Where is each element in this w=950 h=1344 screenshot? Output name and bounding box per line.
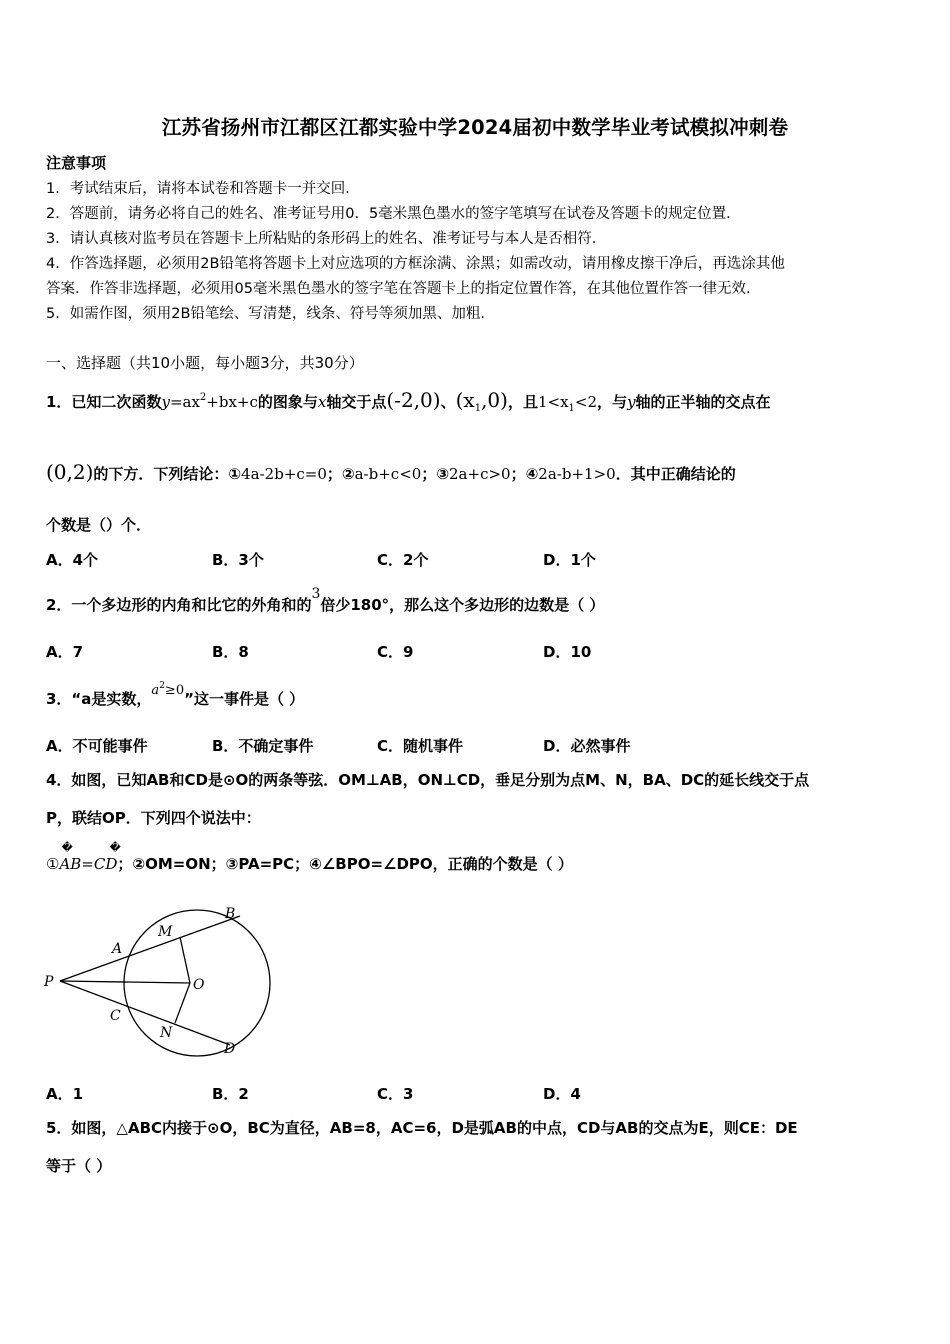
q4-circle-figure (40, 900, 280, 1060)
q3-option-a: A．不可能事件 (46, 737, 148, 755)
q1-line3: 个数是（）个． (46, 516, 152, 534)
q1-option-a: A．4个 (46, 551, 99, 569)
notice-item: 5．如需作图，须用2B铅笔绘、写清楚，线条、符号等须加黑、加粗． (46, 306, 495, 322)
label-o: O (193, 977, 205, 993)
line-po (60, 981, 190, 983)
q1-point2: (x (455, 388, 475, 412)
q1-text: ；④ (510, 465, 539, 483)
q4-arc-text: AB=CD (59, 855, 118, 873)
notice-item: 4．作答选择题，必须用2B铅笔将答题卡上对应选项的方框涂满、涂黑；如需改动，请用橡皮擦干净后，再选涂其他 (46, 256, 785, 272)
q1-ineq-sub: 1 (568, 403, 575, 414)
q1-text: 的下方．下列结论：① (93, 465, 242, 483)
q1-text: 轴交于点 (326, 393, 387, 411)
q4-arc-accent: � (61, 841, 73, 854)
q4-option-c: C．3 (377, 1085, 414, 1103)
q1-text: 、 (440, 393, 456, 411)
q1-text: ，与 (597, 393, 628, 411)
q1-text: ．其中正确结论的 (615, 465, 736, 483)
q4-line1: 4．如图，已知AB和CD是⊙O的两条等弦．OM⊥AB，ON⊥CD，垂足分别为点M、N，BA、DC的延长线交于点 (46, 771, 810, 789)
q4-option-b: B．2 (212, 1085, 249, 1103)
q3-option-b: B．不确定事件 (212, 737, 314, 755)
q1-option-d: D．1个 (543, 551, 596, 569)
q3-line (46, 681, 305, 709)
q2-option-a: A．7 (46, 643, 84, 661)
page-title: 江苏省扬州市江都区江都实验中学2024届初中数学毕业考试模拟冲刺卷 (161, 116, 789, 139)
q4-arc-equation (59, 841, 121, 873)
q1-func-rest: +bx+c (206, 393, 258, 411)
q3-rest: ”这一事件是（ ） (184, 690, 305, 708)
label-c: C (110, 1008, 121, 1024)
q2-line (46, 586, 605, 615)
q3-expr-end: ≥0 (164, 683, 185, 698)
line-pd (60, 981, 230, 1045)
q4-line2: P，联结OP．下列四个说法中： (46, 809, 261, 827)
q1-line1 (46, 388, 771, 412)
q1-x-axis: x (317, 393, 327, 411)
q4-line3 (46, 841, 573, 874)
q1-y-axis: y (627, 393, 636, 411)
q3-expr-sup: 2 (159, 681, 165, 691)
q4-statement-mark: ① (46, 855, 60, 873)
notice-item: 2．答题前，请务必将自己的姓名、准考证号用0．5毫米黑色墨水的签字笔填写在试卷及答题卡的规定位置． (46, 206, 741, 222)
q1-prefix: 1．已知二次函数 (46, 393, 162, 411)
q1-text: 的图象与 (257, 393, 318, 411)
q5-line1: 5．如图，△ABC内接于⊙O，BC为直径，AB=8，AC=6，D是弧AB的中点，CD与AB的交点为E，则CE：DE (46, 1119, 798, 1137)
q2-number: 3 (311, 586, 321, 602)
section-heading: 一、选择题（共10小题，每小题3分，共30分） (46, 354, 364, 372)
q4-statements: ；②OM=ON；③PA=PC；④∠BPO=∠DPO，正确的个数是（ ） (117, 855, 573, 873)
q1-point2-end: ,0) (481, 388, 508, 412)
q1-text: ；② (326, 465, 355, 483)
q1-func-sup: 2 (199, 392, 207, 403)
q1-conclusion-1: 4a-2b+c=0 (241, 465, 327, 483)
line-pb (60, 916, 240, 981)
segment-om (180, 937, 190, 983)
segment-on (175, 983, 190, 1023)
q3-option-c: C．随机事件 (377, 737, 464, 755)
q4-option-a: A．1 (46, 1085, 84, 1103)
q1-option-c: C．2个 (377, 551, 429, 569)
q1-point2-sub: 1 (474, 403, 482, 414)
notice-item: 答案．作答非选择题，必须用05毫米黑色墨水的签字笔在答题卡上的指定位置作答，在其他位置作答一律无效． (46, 281, 761, 297)
q3-expr: a (151, 683, 160, 698)
label-d: D (224, 1041, 236, 1057)
q1-conclusion-4: 2a-b+1>0 (538, 465, 616, 483)
q2-rest: 倍少180°，那么这个多边形的边数是（ ） (320, 596, 605, 614)
q2-option-b: B．8 (212, 643, 249, 661)
q1-text: ；③ (421, 465, 450, 483)
q1-func-eq: =ax (169, 393, 200, 411)
q1-text: ，且 (507, 393, 538, 411)
notice-item: 1．考试结束后，请将本试卷和答题卡一并交回． (46, 181, 360, 197)
q3-prefix: 3．“a是实数， (46, 690, 152, 708)
q1-point1: (-2,0) (386, 388, 441, 412)
q2-option-d: D．10 (543, 643, 592, 661)
notice-heading: 注意事项 (46, 154, 107, 172)
notice-item: 3．请认真核对监考员在答题卡上所粘贴的条形码上的姓名、准考证号与本人是否相符． (46, 231, 607, 247)
label-a: A (112, 941, 123, 957)
q4-option-d: D．4 (543, 1085, 581, 1103)
q1-conclusion-3: 2a+c>0 (449, 465, 511, 483)
q1-line2 (46, 460, 736, 484)
q4-arc-accent: � (109, 841, 121, 854)
label-p: P (44, 974, 54, 990)
label-b: B (225, 906, 236, 922)
q1-option-b: B．3个 (212, 551, 264, 569)
label-m: M (158, 924, 173, 940)
label-n: N (160, 1025, 173, 1041)
q1-point: (0,2) (46, 460, 94, 484)
q1-ineq: 1<x (537, 393, 569, 411)
q5-line2: 等于（ ） (46, 1157, 112, 1175)
q1-ineq-end: <2 (574, 393, 598, 411)
q2-option-c: C．9 (377, 643, 414, 661)
q1-text: 轴的正半轴的交点在 (635, 393, 771, 411)
q1-conclusion-2: a-b+c<0 (354, 465, 422, 483)
q1-func-y: y (161, 393, 170, 411)
q3-option-d: D．必然事件 (543, 737, 631, 755)
q2-prefix: 2．一个多边形的内角和比它的外角和的 (46, 596, 312, 614)
